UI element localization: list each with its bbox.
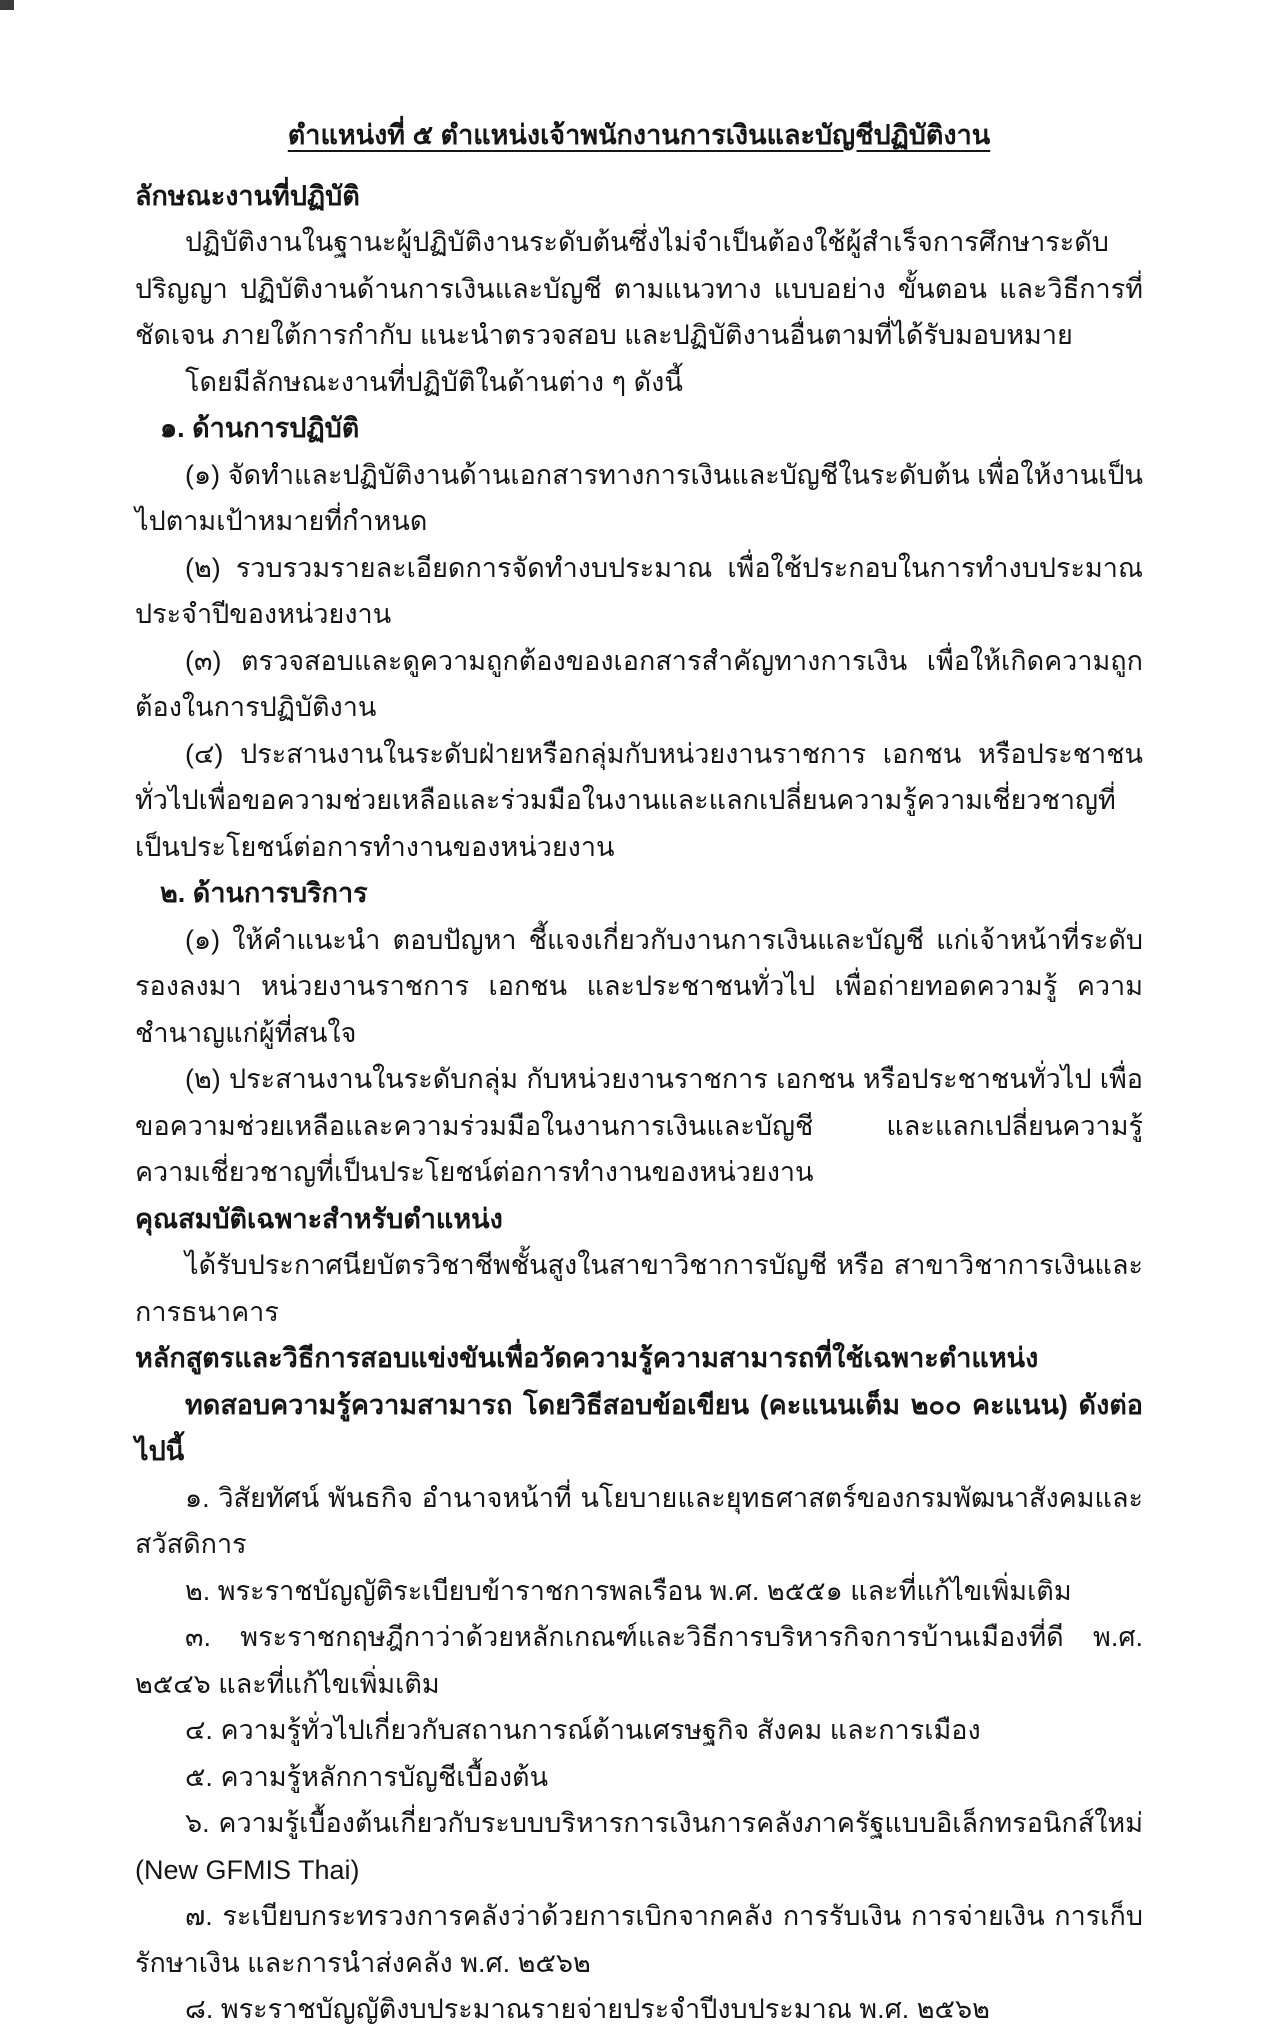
operations-item: (๒) รวบรวมรายละเอียดการจัดทำงบประมาณ เพื่อใช้ประกอบในการทำงบประมาณประจำปีของหน่วยงาน: [135, 552, 1143, 629]
operations-item: (๔) ประสานงานในระดับฝ่ายหรือกลุ่มกับหน่วยงานราชการ เอกชน หรือประชาชนทั่วไปเพื่อขอความช่วยเหลือและร่วมมือในงานและแลกเปลี่ยนความรู้ความเชี่ยวชาญที่เป็นประโยชน์ต่อการทำงานของหน่วยงาน: [135, 738, 1143, 862]
exam-topic: ๔. ความรู้ทั่วไปเกี่ยวกับสถานการณ์ด้านเศรษฐกิจ สังคม และการเมือง: [185, 1715, 981, 1745]
scan-artifact: [0, 0, 14, 10]
exam-topic: ๘. พระราชบัญญัติงบประมาณรายจ่ายประจำปีงบประมาณ พ.ศ. ๒๕๖๒: [185, 1994, 990, 2024]
exam-topic: ๖. ความรู้เบื้องต้นเกี่ยวกับระบบบริหารการเงินการคลังภาครัฐแบบอิเล็กทรอนิกส์ใหม่ (New GFMIS Thai): [135, 1808, 1143, 1885]
exam-topic: ๑. วิสัยทัศน์ พันธกิจ อำนาจหน้าที่ นโยบายและยุทธศาสตร์ของกรมพัฒนาสังคมและสวัสดิการ: [135, 1482, 1143, 1559]
subsection-heading-service: ๒. ด้านการบริการ: [160, 878, 368, 908]
service-item: (๒) ประสานงานในระดับกลุ่ม กับหน่วยงานราชการ เอกชน หรือประชาชนทั่วไป เพื่อขอความช่วยเหลือและความร่วมมือในงานการเงินและบัญชี และแลกเปลี่ยนความรู้ความเชี่ยวชาญที่เป็นประโยชน์ต่อการทำงานของหน่วยงาน: [135, 1064, 1143, 1187]
exam-topic: ๓. พระราชกฤษฎีกาว่าด้วยหลักเกณฑ์และวิธีการบริหารกิจการบ้านเมืองที่ดี พ.ศ. ๒๕๔๖ และที่แก้ไขเพิ่มเติม: [135, 1622, 1143, 1699]
section-heading-qualifications: คุณสมบัติเฉพาะสำหรับตำแหน่ง: [135, 1203, 503, 1234]
service-item: (๑) ให้คำแนะนำ ตอบปัญหา ชี้แจงเกี่ยวกับงานการเงินและบัญชี แก่เจ้าหน้าที่ระดับรองลงมา หน่วยงานราชการ เอกชน และประชาชนทั่วไป เพื่อถ่ายทอดความรู้ ความชำนาญแก่ผู้ที่สนใจ: [135, 924, 1143, 1048]
operations-item: (๑) จัดทำและปฏิบัติงานด้านเอกสารทางการเงินและบัญชีในระดับต้น เพื่อให้งานเป็นไปตามเป้าหมายที่กำหนด: [135, 459, 1143, 536]
exam-topic: ๒. พระราชบัญญัติระเบียบข้าราชการพลเรือน พ.ศ. ๒๕๕๑ และที่แก้ไขเพิ่มเติม: [185, 1575, 1072, 1606]
section-heading-job-characteristics: ลักษณะงานที่ปฏิบัติ: [135, 180, 360, 211]
job-characteristics-lead-in: โดยมีลักษณะงานที่ปฏิบัติในด้านต่าง ๆ ดังนี้: [185, 366, 683, 397]
job-characteristics-intro: ปฏิบัติงานในฐานะผู้ปฏิบัติงานระดับต้นซึ่งไม่จำเป็นต้องใช้ผู้สำเร็จการศึกษาระดับปริญญา ปฏิบัติงานด้านการเงินและบัญชี ตามแนวทาง แบบอย่าง ขั้นตอน และวิธีการที่ชัดเจน ภายใต้การกำกับ แนะนำตรวจสอบ และปฏิบัติงานอื่นตามที่ได้รับมอบหมาย: [135, 227, 1143, 350]
exam-topic: ๗. ระเบียบกระทรวงการคลังว่าด้วยการเบิกจากคลัง การรับเงิน การจ่ายเงิน การเก็บรักษาเงิน และการนำส่งคลัง พ.ศ. ๒๕๖๒: [135, 1901, 1143, 1978]
exam-method: ทดสอบความรู้ความสามารถ โดยวิธีสอบข้อเขียน (คะแนนเต็ม ๒๐๐ คะแนน) ดังต่อไปนี้: [135, 1389, 1143, 1466]
page-title: ตำแหน่งที่ ๕ ตำแหน่งเจ้าพนักงานการเงินและบัญชีปฏิบัติงาน: [287, 120, 991, 150]
exam-topic: ๕. ความรู้หลักการบัญชีเบื้องต้น: [185, 1761, 549, 1792]
operations-item: (๓) ตรวจสอบและดูความถูกต้องของเอกสารสำคัญทางการเงิน เพื่อให้เกิดความถูกต้องในการปฏิบัติงาน: [135, 645, 1143, 722]
document-page: [135, 112, 1143, 2033]
qualifications-text: ได้รับประกาศนียบัตรวิชาชีพชั้นสูงในสาขาวิชาการบัญชี หรือ สาขาวิชาการเงินและการธนาคาร: [135, 1250, 1143, 1327]
subsection-heading-operations: ๑. ด้านการปฏิบัติ: [160, 413, 360, 443]
section-heading-exam: หลักสูตรและวิธีการสอบแข่งขันเพื่อวัดความรู้ความสามารถที่ใช้เฉพาะตำแหน่ง: [135, 1343, 1039, 1373]
